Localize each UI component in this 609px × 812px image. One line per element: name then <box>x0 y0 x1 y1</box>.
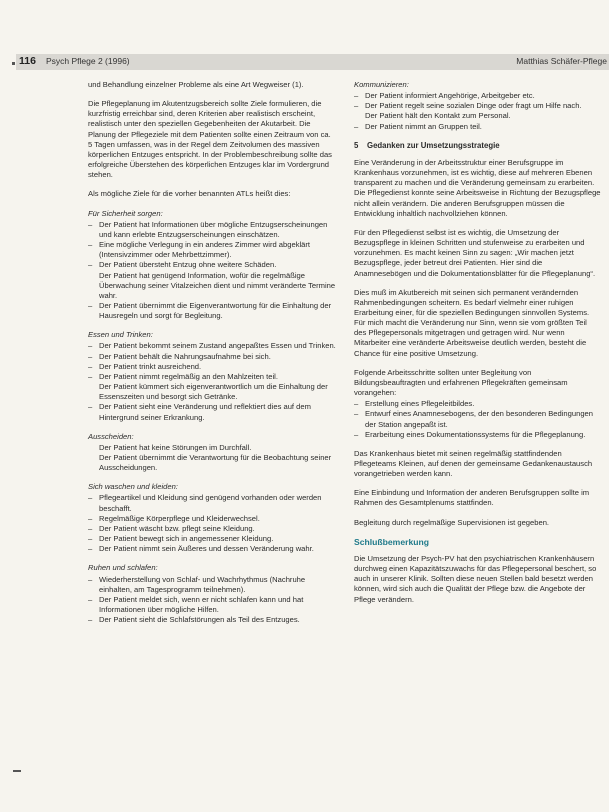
list-item: – Pflegeartikel und Kleidung sind genügend vorhanden oder werden beschafft. <box>88 493 336 513</box>
goal-list <box>88 220 336 322</box>
list-item: Der Patient hat keine Störungen im Durchfall. <box>99 442 252 452</box>
list-item: – Wiederherstellung von Schlaf- und Wachrhythmus (Nachruhe einhalten, am Tagesprogramm teilnehmen). <box>88 575 336 595</box>
list-item: – Der Patient sieht eine Veränderung und reflektiert dies auf dem Hintergrund seiner Erkrankung. <box>88 402 336 422</box>
paragraph: Für den Pflegedienst selbst ist es wichtig, die Umsetzung der Bezugspflege in kleinen Schritten und stufenweise zu erarbeiten und vorzunehmen. Es macht keinen Sinn zu sagen: „Wir machen jetzt Bezugspflege, jeder betreut drei Patienten. Hier sind die Anamnesebögen und die Dokumentationsblätter für die Pflegeplanung“. <box>354 227 596 278</box>
list-item: – Der Patient sieht die Schlafstörungen als Teil des Entzuges. <box>88 615 336 625</box>
list-item: – Eine mögliche Verlegung in ein anderes Zimmer wird abgeklärt (Intensivzimmer oder Mehrbettzimmer). <box>88 240 336 260</box>
steps-list <box>354 399 601 440</box>
right-column <box>354 80 601 614</box>
page-header <box>16 54 609 70</box>
list-item: – Regelmäßige Körperpflege und Kleiderwechsel. <box>88 514 336 524</box>
section-heading <box>354 141 601 151</box>
goal-section-heading: Essen und Trinken: <box>88 330 153 340</box>
list-item: Der Patient übernimmt die Verantwortung für die Beobachtung seiner Ausscheidungen. <box>99 453 332 473</box>
paragraph: Die Pflegeplanung im Akutentzugsbereich sollte Ziele formulieren, die kurzfristig erreichbar sind, deren Kriterien aber realistisch erscheint, realistisch unter den speziellen Gegebenheiten der Akutarbeit. Die Planung der Pflegeziele mit dem Patienten sollte einen Zeitraum von ca. 5 Tagen umfassen, was in der Regel dem Zeitvolumen des massiven körperlichen Entzuges entspricht. In der Problembeschreibung sollte das erfolgreiche Überstehen des körperlichen Entzuges klar im Vordergrund stehen. <box>88 99 332 180</box>
list-item: – Der Patient übernimmt die Eigenverantwortung für die Einhaltung der Hausregeln und sorgt für Begleitung. <box>88 301 336 321</box>
goal-section-heading: Ruhen und schlafen: <box>88 563 158 573</box>
list-item: – Erarbeitung eines Dokumentationssystems für die Pflegeplanung. <box>354 430 601 440</box>
list-item: – Erstellung eines Pflegeleitbildes. <box>354 399 601 409</box>
list-item: Der Patient kümmert sich eigenverantwortlich um die Einhaltung der Essenszeiten und besorgt sich Getränke. <box>99 382 328 402</box>
goal-section-heading: Ausscheiden: <box>88 431 134 441</box>
list-item: Der Patient hat genügend Information, wofür die regelmäßige Überwachung seiner Vitalzeichen dient und nimmt veränderte Termine wahr. <box>99 270 336 300</box>
paragraph: Die Umsetzung der Psych-PV hat den psychiatrischen Krankenhäusern durchweg einen Kapazitätszuwachs für das Pflegepersonal beschert, so auch in unserer Klinik. Sollten diese neuen Stellen bald besetzt werden können, wird sich auch die Qualität der Pflege bzw. die Angebote der Pflege verändern. <box>354 553 597 604</box>
closing-heading: Schlußbemerkung <box>354 536 429 547</box>
list-item: – Der Patient trinkt ausreichend. <box>88 362 336 372</box>
list-item: – Der Patient bewegt sich in angemessener Kleidung. <box>88 534 336 544</box>
left-column <box>88 80 336 634</box>
list-item: – Der Patient regelt seine sozialen Dinge oder fragt um Hilfe nach. <box>354 101 601 111</box>
list-item: – Entwurf eines Anamnesebogens, der den besonderen Bedingungen der Station angepaßt ist. <box>354 409 601 429</box>
paragraph: und Behandlung einzelner Probleme als eine Art Wegweiser (1). <box>88 80 304 89</box>
goal-list <box>88 493 336 554</box>
goal-list <box>88 341 336 422</box>
journal-title: Psych Pflege 2 (1996) <box>46 56 130 66</box>
goal-list <box>88 575 336 626</box>
list-item: Der Patient hält den Kontakt zum Personal. <box>365 111 511 121</box>
list-item: – Der Patient nimmt sein Äußeres und dessen Veränderung wahr. <box>88 544 336 554</box>
paragraph: Eine Einbindung und Information der anderen Berufsgruppen sollte im Rahmen des Gesamtplenums stattfinden. <box>354 488 590 508</box>
page-number: 116 <box>19 55 36 67</box>
paragraph: Als mögliche Ziele für die vorher benannten ATLs heißt dies: <box>88 189 291 199</box>
list-item: – Der Patient informiert Angehörige, Arbeitgeber etc. <box>354 91 601 101</box>
list-item: – Der Patient übersteht Entzug ohne weitere Schäden. <box>88 260 336 270</box>
list-item: – Der Patient hat Informationen über mögliche Entzugserscheinungen und kann erlebte Entzugserscheinungen einschätzen. <box>88 220 336 240</box>
paragraph: Eine Veränderung in der Arbeitsstruktur einer Berufsgruppe im Krankenhaus vorzunehmen, ist es wichtig, diese auf mehreren Ebenen transparent zu machen und die Veränderung gemeinsam zu erarbeiten. Die Pflegedienst konnte seine Arbeitsweise in Richtung der Bezugspflege nicht allein verändern. Die anderen Berufsgruppen müssen die Entwicklung inhaltlich nachvollziehen können. <box>354 157 601 218</box>
list-item: – Der Patient nimmt an Gruppen teil. <box>354 122 601 132</box>
goal-list <box>354 91 601 132</box>
section-title: Gedanken zur Umsetzungsstrategie <box>367 140 500 150</box>
list-item: – Der Patient meldet sich, wenn er nicht schlafen kann und hat Informationen über mögliche Hilfen. <box>88 595 336 615</box>
subheading-kommunizieren: Kommunizieren: <box>354 80 409 89</box>
scan-speck <box>13 770 21 772</box>
paragraph: Begleitung durch regelmäßige Supervisionen ist gegeben. <box>354 517 550 527</box>
list-item: – Der Patient wäscht bzw. pflegt seine Kleidung. <box>88 524 336 534</box>
section-number: 5 <box>354 140 359 150</box>
goal-list <box>88 443 336 473</box>
list-item: – Der Patient bekommt seinem Zustand angepaßtes Essen und Trinken. <box>88 341 336 351</box>
goal-section-heading: Für Sicherheit sorgen: <box>88 208 163 218</box>
scan-speck <box>12 62 15 65</box>
list-item: – Der Patient behält die Nahrungsaufnahme bei sich. <box>88 352 336 362</box>
paragraph: Folgende Arbeitsschritte sollten unter Begleitung von Bildungsbeauftragten und erfahrenen Pflegekräften gemeinsam vorangehen: <box>354 367 568 398</box>
goal-section-heading: Sich waschen und kleiden: <box>88 482 178 492</box>
paragraph: Dies muß im Akutbereich mit seinen sich permanent verändernden Rahmenbedingungen scheitern. Es bedarf vielmehr einer ruhigen Erarbeitung einer, für die speziellen Bedingungen sinnvollen Systems. Für mich macht die Veränderung nur Sinn, wenn sie vom größten Teil des Pflegepersonals mitgetragen und getragen wird. Nur wenn Mitarbeiter eine veränderte Arbeitsweise deutlich werden, besteht die Chance für eine positive Umsetzung. <box>354 287 590 358</box>
list-item: – Der Patient nimmt regelmäßig an den Mahlzeiten teil. <box>88 372 336 382</box>
paragraph: Das Krankenhaus bietet mit seinen regelmäßig stattfindenden Pflegeteams Kleinen, auf denen der gemeinsame Gedankenaustausch vorangetrieben werden kann. <box>354 448 593 479</box>
author-running-head: Matthias Schäfer-Pflege <box>516 56 607 66</box>
